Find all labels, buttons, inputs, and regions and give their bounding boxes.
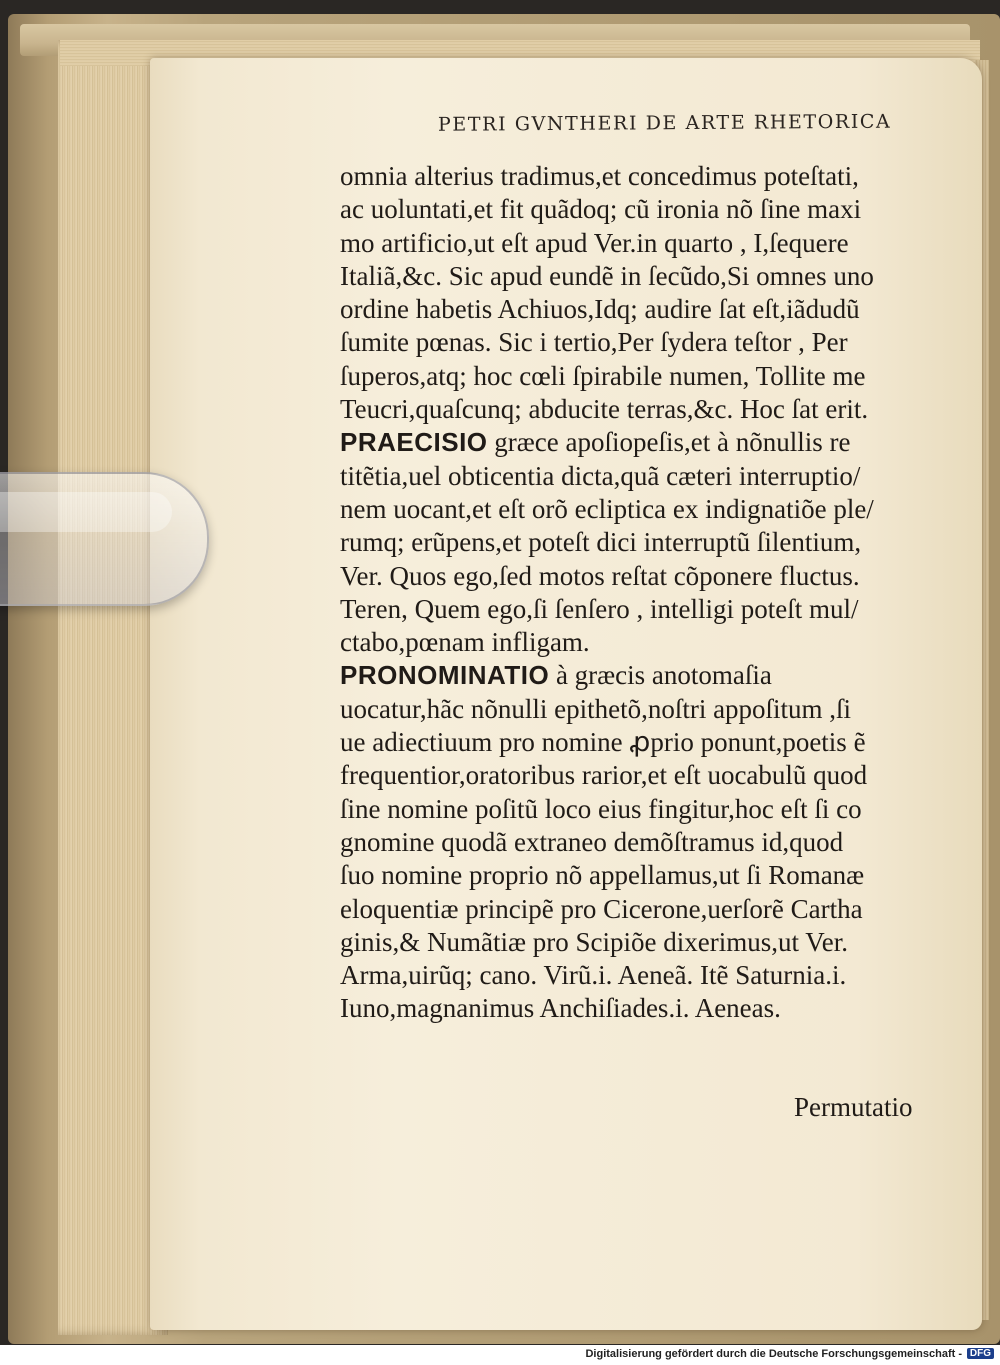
text-line: Italiã,&c. Sic apud eundẽ in ſecũdo,Si omnes uno xyxy=(340,260,874,291)
text-line: frequentior,oratoribus rarior,et eſt uocabulũ quod xyxy=(340,760,868,791)
text-line: ſuperos,atq; hoc cœli ſpirabile numen, Tollite me xyxy=(340,360,866,391)
text-line: Ver. Quos ego,ſed motos reſtat cõponere fluctus. xyxy=(340,560,860,591)
text-line: gnomine quodã extraneo demõſtramus id,quod xyxy=(340,826,844,857)
running-title: PETRI GVNTHERI DE ARTE RHETORICA xyxy=(437,110,892,136)
catchword: Permutatio xyxy=(794,1092,913,1122)
text-line: PRONOMINATIO à græcis anotomaſia xyxy=(340,660,772,691)
text-line: Arma,uirũq; cano. Virũ.i. Aeneã. Itẽ Saturnia.i. xyxy=(340,960,847,991)
text-line: PRAECISIO græce apoſiopeſis,et à nõnullis re xyxy=(340,427,851,458)
funding-credit: Digitalisierung gefördert durch die Deutsche Forschungsgemeinschaft - xyxy=(585,1348,962,1360)
text-line: omnia alterius tradimus,et concedimus poteſtati, xyxy=(340,161,859,191)
section-heading: PRONOMINATIO xyxy=(340,660,550,691)
text-line: ſine nomine poſitũ loco eius fingitur,hoc eſt ſi co xyxy=(340,793,862,824)
text-line: ac uoluntati,et fit quãdoq; cũ ironia nõ ſine maxi xyxy=(340,194,862,225)
footer-bar xyxy=(0,1345,1000,1365)
section-heading: PRAECISIO xyxy=(340,427,488,458)
text-line: ginis,& Numãtiæ pro Scipiõe dixerimus,ut Ver. xyxy=(340,926,848,957)
text-line: ctabo,pœnam infligam. xyxy=(340,627,590,658)
text-line: ue adiectiuum pro nomine ꝓprio ponunt,poetis ẽ xyxy=(340,727,866,758)
text-line: titẽtia,uel obticentia dicta,quã cæteri interruptio/ xyxy=(340,460,861,491)
text-line: ſumite pœnas. Sic i tertio,Per ſydera teſtor , Per xyxy=(340,327,848,358)
text-line: ſuo nomine proprio nõ appellamus,ut ſi Romanæ xyxy=(340,860,865,891)
text-line: mo artificio,ut eſt apud Ver.in quarto , I,ſequere xyxy=(340,227,849,258)
text-line: eloquentiæ principẽ pro Cicerone,uerſorẽ Cartha xyxy=(340,893,863,924)
clip-highlight xyxy=(0,492,172,532)
text-line: rumq; erũpens,et poteſt dici interruptũ ſilentium, xyxy=(340,527,862,558)
text-line: Iuno,magnanimus Anchiſiades.i. Aeneas. xyxy=(340,993,781,1024)
page-clip xyxy=(0,472,209,606)
text-line: nem uocant,et eſt orõ ecliptica ex indignatiõe ple/ xyxy=(340,493,874,524)
text-line: Teren, Quem ego,ſi ſenſero , intelligi poteſt mul/ xyxy=(340,593,859,624)
text-line: Teucri,quaſcunq; abducite terras,&c. Hoc ſat erit. xyxy=(340,394,869,425)
text-line: uocatur,hãc nõnulli epithetõ,noſtri appoſitum ,ſi xyxy=(340,693,852,724)
text-line: ordine habetis Achiuos,Idq; audire ſat eſt,iãdudũ xyxy=(340,294,860,325)
dfg-logo: DFG xyxy=(967,1348,994,1359)
page-body xyxy=(340,160,940,1026)
